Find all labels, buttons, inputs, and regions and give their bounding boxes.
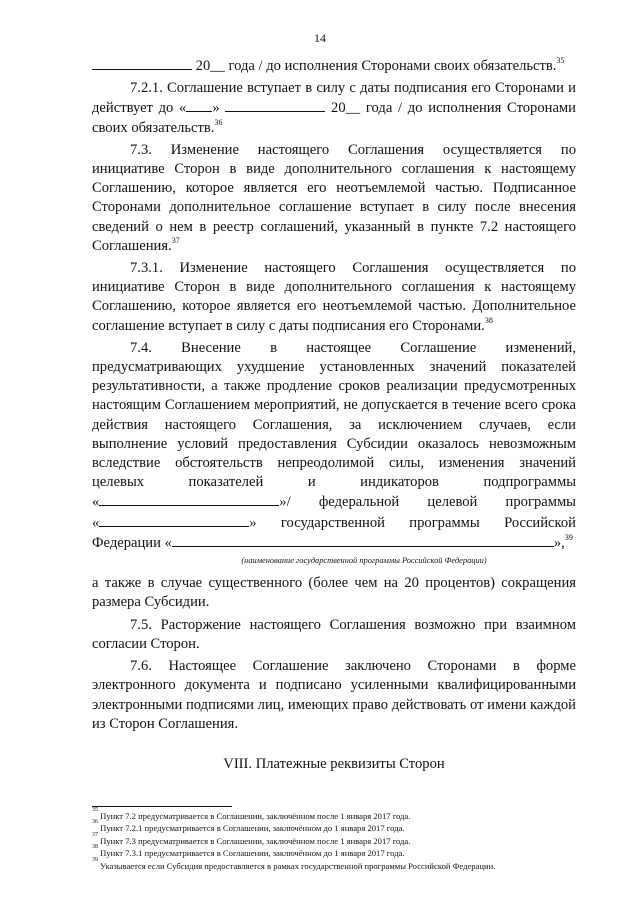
date-blank: [92, 56, 192, 70]
footnote-text: Пункт 7.2 предусматривается в Соглашении, заключённом после 1 января 2017 года.: [98, 811, 411, 821]
line-text: » государственной программы Российской: [249, 514, 576, 531]
footnote: [92, 844, 576, 859]
line-text: Федерации «: [92, 534, 172, 551]
footnote-number: 37: [92, 831, 98, 838]
quote-open: «: [92, 494, 100, 511]
footnote-ref: 36: [214, 117, 223, 127]
line-text: »/ федеральной целевой программы: [279, 494, 576, 511]
paragraph-text: 7.3.1. Изменение настоящего Соглашения осуществляется по инициативе Сторон в виде дополнительного соглашения к настоящему Соглашению, которое является его неотъемлемой частью. Дополнительное соглашение вступает в силу с даты подписания его Сторонами.: [92, 260, 576, 334]
footnote-separator: [92, 806, 232, 807]
paragraph-7-3: [92, 141, 576, 256]
footnote: [92, 807, 576, 822]
footnote-number: 36: [92, 819, 98, 826]
subprogram-line: [92, 492, 576, 512]
quote-open: «: [92, 514, 100, 531]
section-title: VIII. Платежные реквизиты Сторон: [223, 755, 445, 772]
month-blank: [225, 98, 325, 112]
paragraph-7-4: [92, 339, 576, 613]
paragraph-text: 7.4. Внесение в настоящее Соглашение изменений, предусматривающих ухудшение установленных значений показателей результативности, а также продление сроков реализации предусмотренных настоящим Соглашением мероприятий, не допускается в течение всего срока действия настоящего Соглашения, за исключением случаев, если выполнение условий предоставления Субсидии оказалось невозможным вследствие обстоятельств непреодолимой силы, изменения значений целевых показателей и индикаторов подпрограммы: [92, 339, 576, 491]
paragraph-7-5: 7.5. Расторжение настоящего Соглашения возможно при взаимном согласии Сторон.: [92, 616, 576, 652]
footnote-ref: 37: [171, 235, 180, 245]
footnote-ref: 39: [564, 533, 573, 543]
document-body: [92, 56, 576, 774]
footnote-ref: 35: [556, 56, 565, 66]
field-caption: (наименование государственной программы Российской Федерации): [241, 556, 487, 566]
footnote: [92, 856, 576, 872]
paragraph-7-6: 7.6. Настоящее Соглашение заключено Сторонами в форме электронного документа и подписано усиленными квалифицированными электронными подписями лиц, имеющих право действовать от имени каждой из Сторон Соглашения.: [92, 658, 576, 732]
program-line: [92, 513, 576, 533]
paragraph-7-3-1: [92, 259, 576, 336]
paragraph-7-2-1: [92, 79, 576, 138]
day-blank: [186, 98, 212, 112]
state-program-name-blank: [172, 533, 554, 547]
state-program-line: [92, 533, 576, 553]
footnote-number: 35: [92, 807, 98, 813]
paragraph-text: 20__ года / до исполнения Сторонами своих обязательств.: [192, 58, 557, 74]
program-name-blank: [99, 513, 249, 527]
footnote-text: Пункт 7.3.1 предусматривается в Соглашении, заключённом до 1 января 2017 года.: [98, 848, 405, 859]
paragraph-7-2-end: [92, 56, 576, 76]
footnote-text: Пункт 7.2.1 предусматривается в Соглашении, заключённом до 1 января 2017 года.: [98, 823, 405, 834]
paragraph-text: а также в случае существенного (более чем на 20 процентов) сокращения размера Субсидии.: [92, 575, 576, 611]
footnote-number: 38: [92, 844, 98, 851]
paragraph-text: 20__ года / до исполнения Сторонами своих обязательств.: [92, 100, 576, 136]
page-number: 14: [314, 31, 326, 45]
paragraph-text: 7.3. Изменение настоящего Соглашения осуществляется по инициативе Сторон в виде дополнительного соглашения к настоящему Соглашению, которое является его неотъемлемой частью. Подписанное Сторонами дополнительное соглашение вступает в силу после внесения сведений о нем в реестр соглашений, указанный в пункте 7.2 настоящего Соглашения.: [92, 141, 576, 254]
quote-close: »,: [553, 534, 565, 551]
footnote-ref: 38: [484, 315, 493, 325]
subprogram-name-blank: [99, 492, 279, 506]
footnote-number: 39: [92, 856, 98, 863]
quote-close: »: [212, 100, 220, 117]
footnote: [92, 819, 576, 834]
paragraph-text: 7.2.1. Соглашение вступает в силу с даты подписания его Сторонами и действует до «: [92, 80, 576, 117]
footnote-text: Пункт 7.3 предусматривается в Соглашении, заключённом после 1 января 2017 года.: [98, 835, 411, 846]
footnote-text: Указывается если Субсидия предоставляется в рамках государственной программы Российской Федерации.: [98, 860, 496, 871]
footnote: [92, 831, 576, 847]
footnotes: [92, 807, 576, 872]
